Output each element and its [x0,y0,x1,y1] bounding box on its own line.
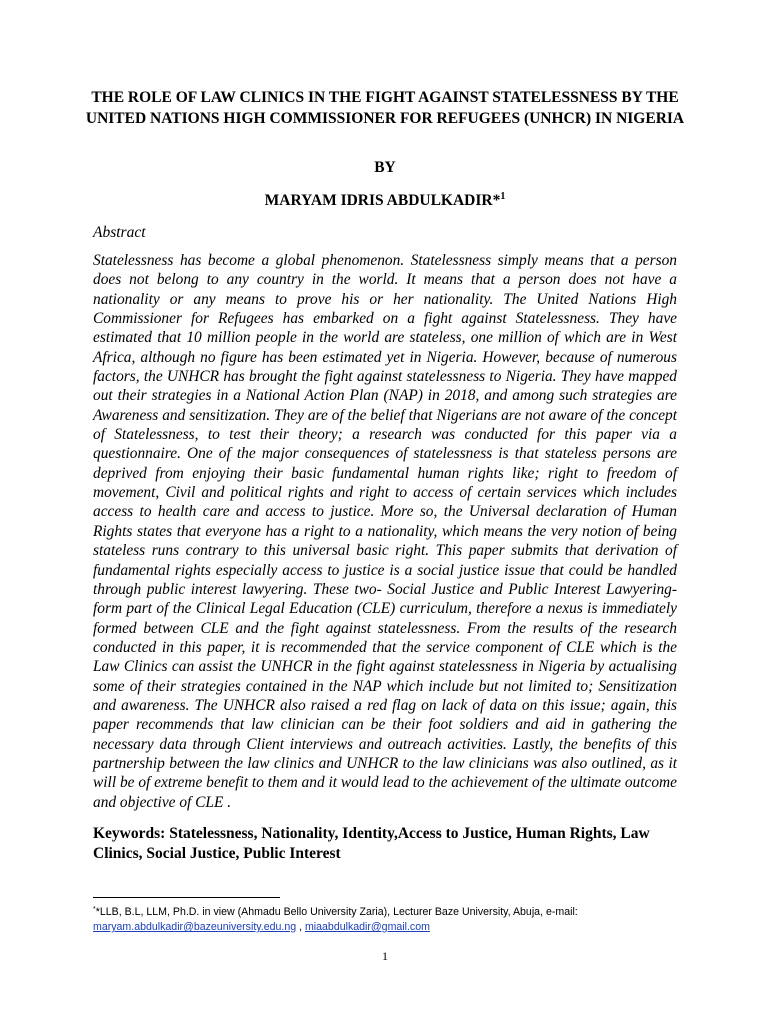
keywords: Keywords: Statelessness, Nationality, Identity,Access to Justice, Human Rights, Law Clinics, Social Justice, Public Interest [93,825,650,862]
paper-title: THE ROLE OF LAW CLINICS IN THE FIGHT AGAINST STATELESSNESS BY THE UNITED NATIONS HIGH COMMISSIONER FOR REFUGEES (UNHCR) IN NIGERIA [85,89,685,127]
footnote-divider [93,897,280,898]
footnote-text: *LLB, B.L, LLM, Ph.D. in view (Ahmadu Bello University Zaria), Lecturer Baze University, Abuja, e-mail: [95,906,578,918]
byline-label: BY [374,159,396,176]
footnote-email-link-1[interactable]: maryam.abdulkadir@bazeuniversity.edu.ng [93,921,297,933]
page-number: 1 [382,949,388,963]
footnote-email-separator: , [296,921,305,933]
footnote [93,905,693,935]
author-name [80,192,690,210]
abstract-body: Statelessness has become a global phenomenon. Statelessness simply means that a person does not belong to any country in the world. It means that a person does not have a nationality or any means to prove his or her nationality. The United Nations High Commissioner for Refugees has embarked on a fight against Statelessness. They have estimated that 10 million people in the world are stateless, one million of which are in West Africa, although no figure has been estimated yet in Nigeria. However, because of numerous factors, the UNHCR has brought the fight against statelessness to Nigeria. They have mapped out their strategies in a National Action Plan (NAP) in 2018, and among such strategies are Awareness and sensitization. They are of the belief that Nigerians are not aware of the concept of Statelessness, to test their theory; a research was conducted for this paper via a questionnaire. One of the major consequences of statelessness is that stateless persons are deprived from enjoying their basic fundamental human rights like; right to freedom of movement, Civil and political rights and right to access of certain services which includes access to health care and access to justice. More so, the Universal declaration of Human Rights states that everyone has a right to a nationality, which means the very notion of being stateless runs contrary to this universal basic right. This paper submits that derivation of fundamental rights especially access to justice is a social justice issue that could be handled through public interest lawyering. These two- Social Justice and Public Interest Lawyering- form part of the Clinical Legal Education (CLE) curriculum, therefore a nexus is immediately formed between CLE and the fight against statelessness. From the results of the research conducted in this paper, it is recommended that the service component of CLE which is the Law Clinics can assist the UNHCR in the fight against statelessness in Nigeria by actualising some of their strategies contained in the NAP which include but not limited to; Sensitization and awareness. The UNHCR also raised a red flag on lack of data on this issue; again, this paper recommends that law clinician can be their foot soldiers and aid in gathering the necessary data through Client interviews and outreach activities. Lastly, the benefits of this partnership between the law clinics and UNHCR to the law clinicians was also outlined, as it will be of extreme benefit to them and it would lead to the achievement of the ultimate outcome and objective of CLE . [93,252,677,811]
author-name-text: MARYAM IDRIS ABDULKADIR* [264,192,501,209]
footnote-email-link-2[interactable]: miaabdulkadir@gmail.com [304,921,430,933]
author-footnote-mark: 1 [500,191,506,202]
footnote-mark: * [93,906,96,913]
abstract-heading: Abstract [93,224,146,241]
